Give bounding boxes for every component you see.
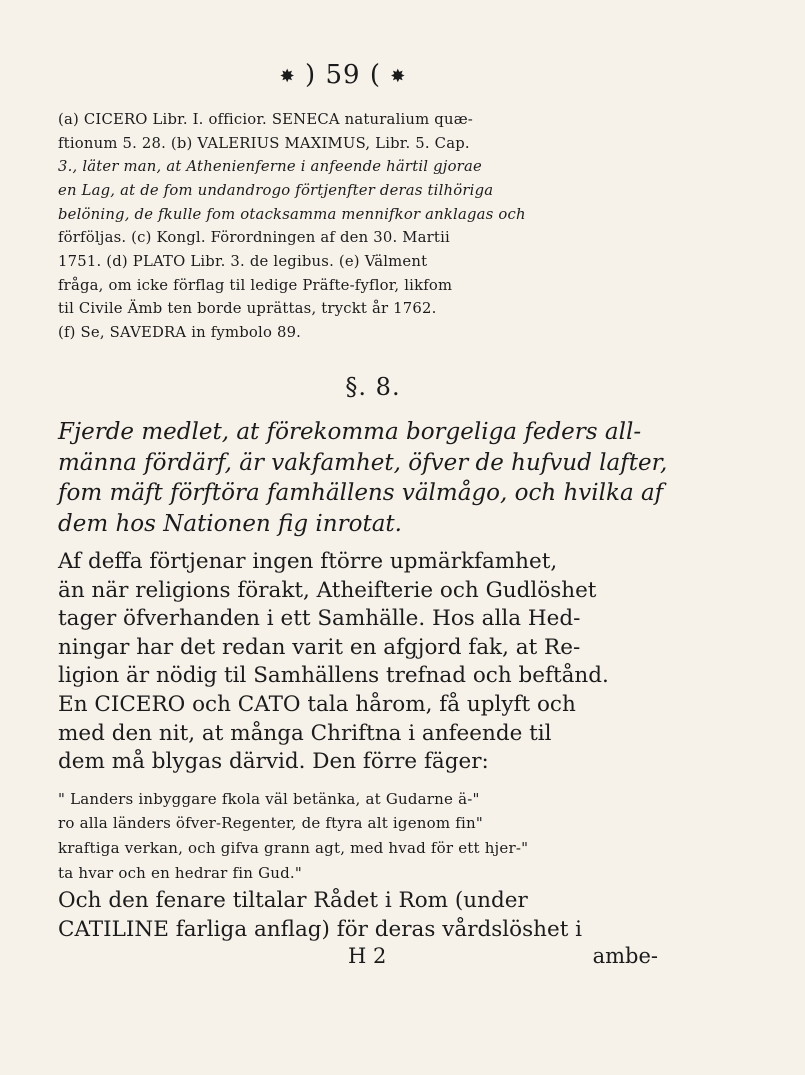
- body-line: dem må blygas därvid. Den förre fäger:: [58, 749, 489, 775]
- body-text: [58, 548, 688, 777]
- footnote-line: 1751. (d) PLATO Libr. 3. de legibus. (e) Välment: [58, 253, 428, 271]
- footnote-line: belöning, de fkulle fom otacksamma mennifkor anklagas och: [58, 205, 526, 223]
- quote-line: kraftiga verkan, och gifva grann agt, med hvad för ett hjer-": [58, 838, 529, 857]
- body-line: ningar har det redan varit en afgjord fak, at Re-: [58, 634, 581, 660]
- body-line: Af deffa förtjenar ingen ftörre upmärkfamhet,: [58, 548, 558, 574]
- section-heading: [58, 417, 688, 540]
- signature-mark: H 2: [348, 944, 387, 969]
- footnote-line: förföljas. (c) Kongl. Förordningen af den 30. Martii: [58, 229, 450, 247]
- footnote-line: ftionum 5. 28. (b) VALERIUS MAXIMUS, Libr. 5. Cap.: [58, 134, 470, 152]
- section-heading-line: männa fördärf, är vakfamhet, öfver de hufvud lafter,: [58, 449, 668, 476]
- section-number: §. 8.: [345, 372, 401, 401]
- page-number: 59: [325, 60, 361, 90]
- body-line: tager öfverhanden i ett Samhälle. Hos alla Hed-: [58, 606, 581, 632]
- body-line: än när religions förakt, Atheifterie och Gudlöshet: [58, 577, 597, 603]
- footnote-line: en Lag, at de fom undandrogo förtjenfter deras tilhöriga: [58, 182, 494, 200]
- quote-line: " Landers inbyggare fkola väl betänka, at Gudarne ä-": [58, 789, 480, 808]
- quote-line: ta hvar och en hedrar fin Gud.": [58, 863, 303, 882]
- left-ornament-icon: ✸: [279, 66, 296, 87]
- document-page: [58, 62, 688, 968]
- closing-line: CATILINE farliga anflag) för deras vårdslöshet i: [58, 916, 583, 942]
- closing-text: [58, 887, 688, 944]
- quote-line: ro alla länders öfver-Regenter, de ftyra alt igenom fin": [58, 814, 483, 833]
- left-bracket: ): [305, 60, 317, 90]
- quotation: [58, 787, 688, 885]
- footnote-line: fråga, om icke förflag til ledige Präfte-fyflor, likfom: [58, 276, 453, 294]
- page-header: [178, 62, 508, 88]
- body-line: ligion är nödig til Samhällens trefnad och beftånd.: [58, 663, 609, 689]
- body-line: En CICERO och CATO tala hårom, få uplyft och: [58, 691, 576, 717]
- footnote-line: til Civile Ämb ten borde uprättas, tryckt år 1762.: [58, 300, 437, 318]
- section-heading-line: dem hos Nationen fig inrotat.: [58, 511, 402, 538]
- section-heading-line: fom mäft förftöra famhällens välmågo, och hvilka af: [58, 480, 664, 507]
- right-bracket: (: [369, 60, 381, 90]
- footnote-line: (f) Se, SAVEDRA in fymbolo 89.: [58, 324, 302, 342]
- right-ornament-icon: ✸: [390, 66, 407, 87]
- footnote-line: 3., läter man, at Athenienferne i anfeende härtil gjorae: [58, 158, 482, 176]
- catchword: ambe-: [592, 944, 658, 969]
- section-heading-line: Fjerde medlet, at förekomma borgeliga feders all-: [58, 418, 642, 445]
- body-line: med den nit, at många Chriftna i anfeende til: [58, 720, 552, 746]
- catchline: [58, 944, 670, 968]
- closing-line: Och den fenare tiltalar Rådet i Rom (under: [58, 888, 528, 914]
- footnote-line: (a) CICERO Libr. I. officior. SENECA naturalium quæ-: [58, 111, 474, 128]
- footnotes: [58, 108, 688, 345]
